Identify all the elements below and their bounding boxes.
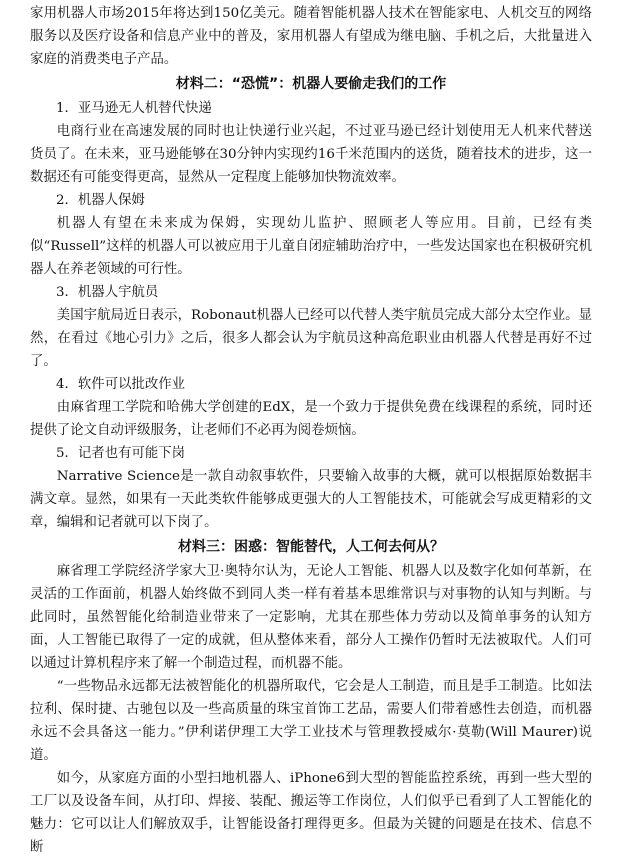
item-title: 4．软件可以批改作业 bbox=[56, 377, 186, 392]
material2-item bbox=[30, 189, 592, 281]
material2-heading: 材料二：“恐慌”：机器人要偷走我们的工作 bbox=[175, 76, 447, 92]
material2-item bbox=[30, 442, 592, 534]
item-body: 由麻省理工学院和哈佛大学创建的EdX，是一个致力于提供免费在线课程的系统，同时还提供了论文自动评级服务，让老师们不必再为阅卷烦恼。 bbox=[30, 400, 592, 438]
material3-paragraph: 如今，从家庭方面的小型扫地机器人、iPhone6到大型的智能监控系统，再到一些大型的工厂以及设备车间，从打印、焊接、装配、搬运等工作岗位，人们似乎已看到了人工智能化的魅力：它可以让人们解放双手，让智能设备打理得更多。但最为关键的问题是在技术、信息不断 bbox=[30, 771, 592, 855]
item-body: Narrative Science是一款自动叙事软件，只要输入故事的大概，就可以根据原始数据丰满文章。显然，如果有一天此类软件能够成更强大的人工智能技术，可能就会写成更精彩的文章，编辑和记者就可以下岗了。 bbox=[30, 469, 592, 530]
item-title: 5．记者也有可能下岗 bbox=[56, 446, 186, 461]
item-body: 机器人有望在未来成为保姆，实现幼儿监护、照顾老人等应用。目前，已经有类似“Russell”这样的机器人可以被应用于儿童自闭症辅助治疗中，一些发达国家也在积极研究机器人在养老领域的可行性。 bbox=[30, 216, 592, 277]
item-title: 1．亚马逊无人机替代快递 bbox=[56, 101, 212, 116]
material2-item bbox=[30, 373, 592, 442]
material2-item bbox=[30, 97, 592, 189]
item-body: 美国宇航局近日表示，Robonaut机器人已经可以代替人类宇航员完成大部分太空作业。显然，在看过《地心引力》之后，很多人都会认为宇航员这种高危职业由机器人代替是再好不过了。 bbox=[30, 308, 592, 369]
material3-heading: 材料三：困惑：智能替代，人工何去何从？ bbox=[178, 539, 444, 555]
document-page bbox=[30, 2, 592, 859]
material3-paragraph: “一些物品永远都无法被智能化的机器所取代，它会是人工制造，而且是手工制造。比如法拉利、保时捷、古驰包以及一些高质量的珠宝首饰工艺品，需要人们带着感性去创造，而机器永远不会具备这一能力。”伊利诺伊理工大学工业技术与管理教授威尔·莫勒(Will Maurer)说道。 bbox=[30, 679, 592, 763]
material2-item bbox=[30, 281, 592, 373]
item-title: 2．机器人保姆 bbox=[56, 193, 145, 208]
material3-paragraph: 麻省理工学院经济学家大卫·奥特尔认为，无论人工智能、机器人以及数字化如何革新，在灵活的工作面前，机器人始终做不到同人类一样有着基本思维常识与对事物的认知与判断。与此同时，虽然智能化给制造业带来了一定影响，尤其在那些体力劳动以及简单事务的认知方面，人工智能已取得了一定的成就，但从整体来看，部分人工操作仍暂时无法被取代。人们可以通过计算机程序来了解一个制造过程，而机器不能。 bbox=[30, 564, 592, 671]
intro-paragraph: 家用机器人市场2015年将达到150亿美元。随着智能机器人技术在智能家电、人机交互的网络服务以及医疗设备和信息产业中的普及，家用机器人有望成为继电脑、手机之后，大批量进入家庭的消费类电子产品。 bbox=[30, 6, 592, 67]
item-title: 3．机器人宇航员 bbox=[56, 285, 159, 300]
item-body: 电商行业在高速发展的同时也让快递行业兴起，不过亚马逊已经计划使用无人机来代替送货员了。在未来，亚马逊能够在30分钟内实现约16千米范围内的送货，随着技术的进步，这一数据还有可能变得更高，显然从一定程度上能够加快物流效率。 bbox=[30, 124, 592, 185]
